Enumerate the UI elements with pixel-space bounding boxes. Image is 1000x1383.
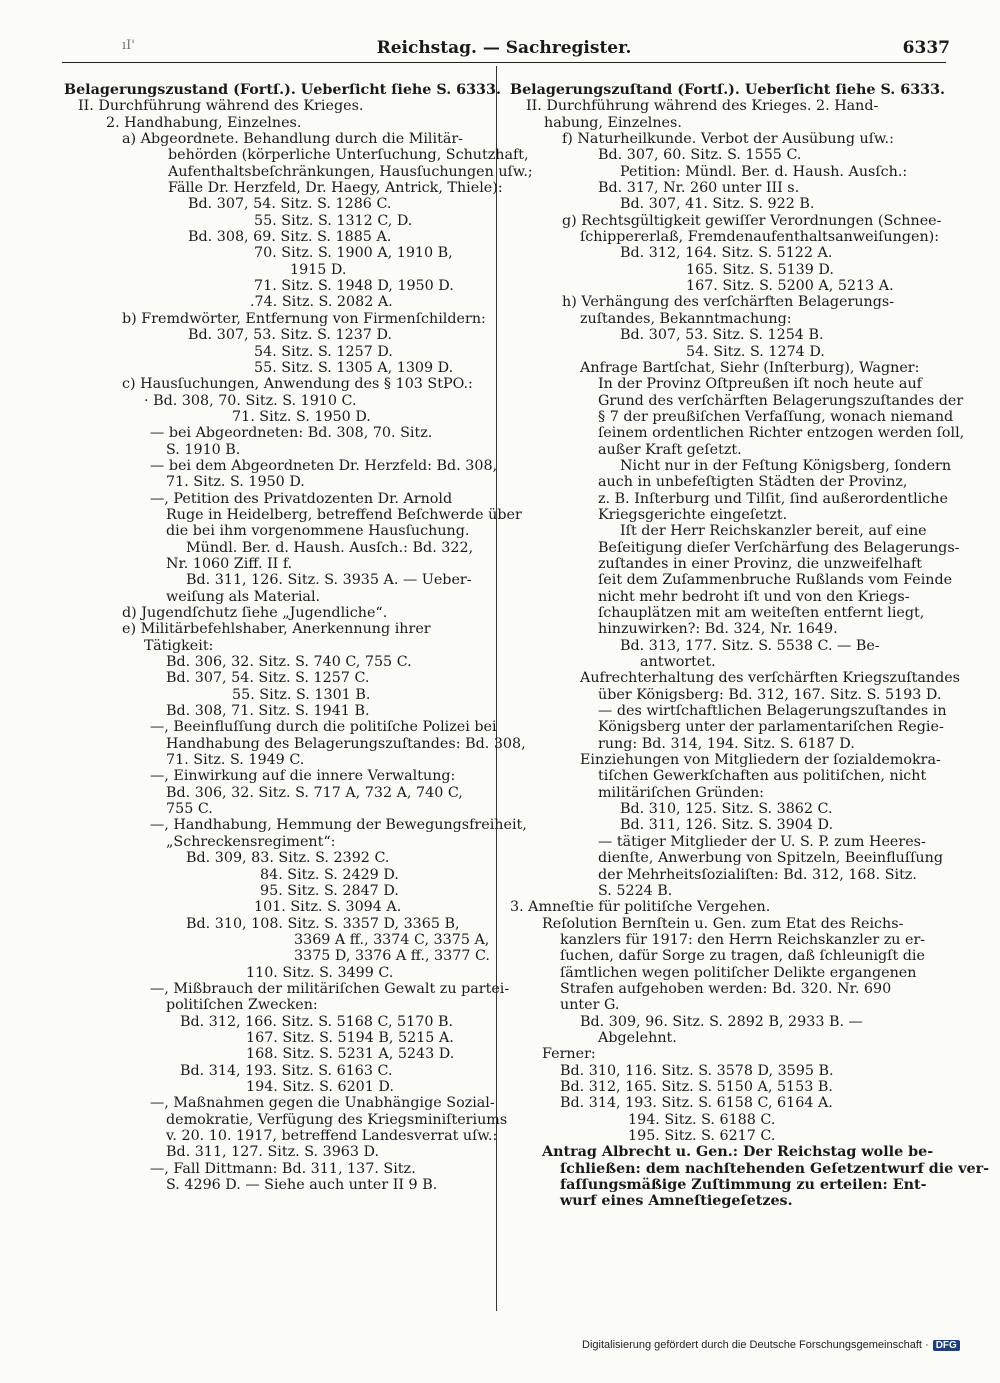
index-line: Bd. 308, 71. Sitz. S. 1941 B. bbox=[166, 703, 370, 720]
index-line: 95. Sitz. S. 2847 D. bbox=[260, 882, 399, 899]
index-line: Bd. 309, 96. Sitz. S. 2892 B, 2933 B. — bbox=[580, 1013, 863, 1030]
index-line: 167. Sitz. S. 5194 B, 5215 A. bbox=[246, 1029, 454, 1046]
index-line: v. 20. 10. 1917, betreffend Landesverrat uſw.: bbox=[166, 1128, 498, 1144]
index-line: II. Durchführung während des Krieges. bbox=[78, 98, 364, 115]
index-line: rung: Bd. 314, 194. Sitz. S. 6187 D. bbox=[598, 735, 855, 752]
index-line: Belagerungszuſtand (Fortſ.). Ueberſicht ſiehe S. 6333. bbox=[510, 82, 946, 98]
index-line: Bd. 311, 126. Sitz. S. 3904 D. bbox=[620, 817, 834, 834]
index-line: 755 C. bbox=[166, 801, 213, 818]
index-line: 101. Sitz. S. 3094 A. bbox=[254, 899, 402, 916]
index-line: Bd. 307, 41. Sitz. S. 922 B. bbox=[620, 196, 815, 213]
index-line: Bd. 307, 54. Sitz. S. 1257 C. bbox=[166, 670, 370, 687]
index-line: 55. Sitz. S. 1312 C, D. bbox=[254, 212, 413, 229]
index-line: Bd. 314, 193. Sitz. S. 6163 C. bbox=[180, 1062, 393, 1079]
running-title: Reichstag. — Sachregister. bbox=[376, 38, 632, 58]
index-line: Bd. 311, 127. Sitz. S. 3963 D. bbox=[166, 1144, 380, 1161]
index-line: —, Fall Dittmann: Bd. 311, 137. Sitz. bbox=[150, 1160, 416, 1177]
index-line: Bd. 307, 54. Sitz. S. 1286 C. bbox=[188, 196, 392, 213]
index-line: 55. Sitz. S. 1305 A, 1309 D. bbox=[254, 359, 454, 376]
index-line: —, Handhabung, Hemmung der Bewegungsfreiheit, bbox=[150, 817, 527, 834]
index-line: Bd. 306, 32. Sitz. S. 740 C, 755 C. bbox=[166, 654, 412, 671]
index-line: außer Kraft geſetzt. bbox=[598, 441, 742, 458]
index-line: — bei Abgeordneten: Bd. 308, 70. Sitz. bbox=[150, 425, 433, 442]
index-line: g) Rechtsgültigkeit gewiſſer Verordnungen (Schnee- bbox=[562, 212, 942, 229]
index-line: demokratie, Verfügung des Kriegsminiſteriums bbox=[166, 1111, 508, 1128]
index-line: habung, Einzelnes. bbox=[544, 114, 682, 131]
index-line: 2. Handhabung, Einzelnes. bbox=[106, 114, 302, 131]
index-line: 3. Amneſtie für politiſche Vergehen. bbox=[510, 899, 771, 916]
dfg-logo: DFG bbox=[933, 1340, 960, 1351]
index-line: 71. Sitz. S. 1948 D, 1950 D. bbox=[254, 278, 454, 295]
index-line: 194. Sitz. S. 6188 C. bbox=[628, 1111, 776, 1128]
index-line: Bd. 317, Nr. 260 unter III s. bbox=[598, 180, 800, 197]
index-line: politiſchen Zwecken: bbox=[166, 997, 318, 1014]
index-line: 54. Sitz. S. 1274 D. bbox=[686, 343, 825, 360]
index-line: 84. Sitz. S. 2429 D. bbox=[260, 866, 399, 883]
header-rule bbox=[62, 62, 946, 63]
index-line: Nr. 1060 Ziff. II f. bbox=[166, 555, 293, 572]
index-line: 194. Sitz. S. 6201 D. bbox=[246, 1078, 394, 1095]
index-line: Bd. 308, 69. Sitz. S. 1885 A. bbox=[188, 229, 392, 246]
index-line: nicht mehr bedroht iſt und von den Kriegs- bbox=[598, 588, 910, 605]
index-line: militäriſchen Gründen: bbox=[598, 784, 764, 801]
index-line: ſeinem ordentlichen Richter entzogen werden ſoll, bbox=[598, 425, 965, 442]
index-line: S. 1910 B. bbox=[166, 441, 241, 458]
margin-mark: ıI' bbox=[122, 38, 135, 53]
left-column bbox=[64, 82, 533, 1194]
index-line: Königsberg unter der parlamentariſchen Regie- bbox=[598, 719, 944, 736]
index-line: ſeit dem Zuſammenbruche Rußlands vom Feinde bbox=[598, 572, 953, 589]
index-line: kanzlers für 1917: den Herrn Reichskanzler zu er- bbox=[560, 931, 926, 948]
index-line: Aufrechterhaltung des verſchärften Kriegszuſtandes bbox=[580, 670, 961, 687]
index-line: 3375 D, 3376 A ff., 3377 C. bbox=[294, 948, 490, 965]
index-line: Bd. 314, 193. Sitz. S. 6158 C, 6164 A. bbox=[560, 1095, 833, 1112]
index-line: Bd. 310, 125. Sitz. S. 3862 C. bbox=[620, 801, 833, 818]
index-line: wurf eines Amneſtiegeſetzes. bbox=[560, 1193, 793, 1210]
index-line: · Bd. 308, 70. Sitz. S. 1910 C. bbox=[144, 392, 357, 409]
index-line: ſchließen: dem nachſtehenden Geſetzentwurf die ver- bbox=[560, 1160, 990, 1177]
index-line: ſämtlichen wegen politiſcher Delikte ergangenen bbox=[560, 964, 917, 981]
index-line: Nicht nur in der Feſtung Königsberg, ſondern bbox=[620, 457, 952, 474]
index-line: 71. Sitz. S. 1950 D. bbox=[232, 408, 371, 425]
index-line: über Königsberg: Bd. 312, 167. Sitz. S. 5193 D. bbox=[598, 686, 942, 703]
index-line: — bei dem Abgeordneten Dr. Herzfeld: Bd. 308, bbox=[150, 457, 498, 474]
index-line: 54. Sitz. S. 1257 D. bbox=[254, 343, 393, 360]
index-line: 3369 A ff., 3374 C, 3375 A, bbox=[294, 931, 490, 948]
index-line: 55. Sitz. S. 1301 B. bbox=[232, 686, 371, 703]
index-line: die bei ihm vorgenommene Hausſuchung. bbox=[166, 523, 470, 540]
index-line: —, Einwirkung auf die innere Verwaltung: bbox=[150, 768, 456, 785]
index-line: Iſt der Herr Reichskanzler bereit, auf eine bbox=[620, 523, 927, 540]
index-line: ſchippererlaß, Fremdenaufenthaltsanweiſungen): bbox=[580, 229, 940, 246]
index-line: c) Hausſuchungen, Anwendung des § 103 StPO.: bbox=[122, 376, 473, 393]
index-line: —, Beeinfluſſung durch die politiſche Polizei bei bbox=[150, 719, 497, 736]
index-line: Aufenthaltsbeſchränkungen, Hausſuchungen uſw.; bbox=[168, 163, 533, 180]
index-line: Ruge in Heidelberg, betreffend Beſchwerde über bbox=[166, 506, 522, 523]
index-line: antwortet. bbox=[640, 654, 716, 671]
index-line: unter G. bbox=[560, 997, 620, 1014]
index-line: 70. Sitz. S. 1900 A, 1910 B, bbox=[254, 245, 453, 262]
index-line: hinzuwirken?: Bd. 324, Nr. 1649. bbox=[598, 621, 838, 638]
index-line: 165. Sitz. S. 5139 D. bbox=[686, 261, 834, 278]
right-column bbox=[510, 82, 990, 1210]
index-line: „Schreckensregiment“: bbox=[166, 833, 336, 850]
index-line: Bd. 307, 53. Sitz. S. 1254 B. bbox=[620, 327, 824, 344]
index-line: Tätigkeit: bbox=[144, 637, 214, 654]
footer bbox=[582, 1339, 960, 1351]
index-line: —, Mißbrauch der militäriſchen Gewalt zu partei- bbox=[150, 980, 510, 997]
index-line: b) Fremdwörter, Entfernung von Firmenſchildern: bbox=[122, 310, 486, 327]
index-line: 71. Sitz. S. 1950 D. bbox=[166, 474, 305, 491]
page-number: 6337 bbox=[902, 38, 950, 58]
index-line: f) Naturheilkunde. Verbot der Ausübung uſw.: bbox=[562, 131, 894, 148]
index-line: 1915 D. bbox=[290, 261, 347, 278]
index-line: Beſeitigung dieſer Verſchärfung des Belagerungs- bbox=[598, 539, 960, 556]
index-line: weiſung als Material. bbox=[166, 588, 321, 605]
index-line: Fälle Dr. Herzfeld, Dr. Haegy, Antrick, Thiele): bbox=[168, 180, 503, 197]
index-line: faſſungsmäßige Zuſtimmung zu erteilen: Ent- bbox=[560, 1177, 927, 1194]
index-line: Bd. 312, 166. Sitz. S. 5168 C, 5170 B. bbox=[180, 1013, 454, 1030]
index-line: h) Verhängung des verſchärften Belagerungs- bbox=[562, 294, 895, 311]
index-line: Antrag Albrecht u. Gen.: Der Reichstag wolle be- bbox=[542, 1144, 934, 1161]
index-line: Grund des verſchärften Belagerungszuſtandes der bbox=[598, 392, 964, 409]
index-line: Kriegsgerichte eingeſetzt. bbox=[598, 506, 788, 523]
index-line: ſchauplätzen mit am weiteſten entfernt liegt, bbox=[598, 605, 925, 621]
index-line: Mündl. Ber. d. Haush. Ausſch.: Bd. 322, bbox=[186, 539, 474, 556]
index-line: 110. Sitz. S. 3499 C. bbox=[246, 964, 394, 981]
index-line: Bd. 307, 60. Sitz. S. 1555 C. bbox=[598, 147, 802, 164]
index-line: Bd. 313, 177. Sitz. S. 5538 C. — Be- bbox=[620, 637, 880, 654]
index-line: auch in unbefeſtigten Städten der Provinz, bbox=[598, 474, 908, 491]
index-line: a) Abgeordnete. Behandlung durch die Militär- bbox=[122, 131, 464, 148]
index-line: Bd. 311, 126. Sitz. S. 3935 A. — Ueber- bbox=[186, 572, 472, 589]
index-line: Anfrage Bartſchat, Siehr (Inſterburg), Wagner: bbox=[580, 359, 920, 376]
index-line: dienſte, Anwerbung von Spitzeln, Beeinfluſſung bbox=[598, 850, 943, 867]
index-line: Bd. 307, 53. Sitz. S. 1237 D. bbox=[188, 327, 392, 344]
index-line: Abgelehnt. bbox=[598, 1029, 677, 1046]
index-line: Strafen aufgehoben werden: Bd. 320. Nr. 690 bbox=[560, 980, 892, 997]
index-line: zuſtandes, Bekanntmachung: bbox=[580, 310, 792, 327]
index-line: .74. Sitz. S. 2082 A. bbox=[250, 294, 393, 311]
footer-text: Digitalisierung gefördert durch die Deutsche Forschungsgemeinschaft · bbox=[582, 1339, 929, 1351]
index-line: —, Maßnahmen gegen die Unabhängige Sozial- bbox=[150, 1095, 495, 1112]
index-line: Bd. 312, 164. Sitz. S. 5122 A. bbox=[620, 245, 833, 262]
index-line: 167. Sitz. S. 5200 A, 5213 A. bbox=[686, 278, 894, 295]
index-line: Bd. 306, 32. Sitz. S. 717 A, 732 A, 740 C, bbox=[166, 784, 463, 801]
index-line: 71. Sitz. S. 1949 C. bbox=[166, 752, 305, 769]
index-line: Einziehungen von Mitgliedern der ſozialdemokra- bbox=[580, 752, 941, 769]
index-line: behörden (körperliche Unterſuchung, Schutzhaft, bbox=[168, 147, 529, 164]
index-line: In der Provinz Oſtpreußen iſt noch heute auf bbox=[598, 376, 922, 393]
index-line: zuſtandes in einer Provinz, die unzweifelhaft bbox=[598, 555, 922, 572]
index-line: § 7 der preußiſchen Verfaſſung, wonach niemand bbox=[598, 408, 954, 425]
index-line: e) Militärbefehlshaber, Anerkennung ihrer bbox=[122, 621, 431, 638]
index-line: Bd. 312, 165. Sitz. S. 5150 A, 5153 B. bbox=[560, 1078, 833, 1095]
index-line: S. 4296 D. — Siehe auch unter II 9 B. bbox=[166, 1177, 438, 1194]
index-line: Petition: Mündl. Ber. d. Haush. Ausſch.: bbox=[620, 163, 908, 180]
index-line: Bd. 310, 108. Sitz. S. 3357 D, 3365 B, bbox=[186, 915, 460, 932]
index-line: II. Durchführung während des Krieges. 2. Hand- bbox=[526, 98, 879, 115]
index-line: 168. Sitz. S. 5231 A, 5243 D. bbox=[246, 1046, 455, 1063]
index-line: 195. Sitz. S. 6217 C. bbox=[628, 1128, 776, 1144]
page-header bbox=[64, 38, 950, 68]
index-line: — tätiger Mitglieder der U. S. P. zum Heeres- bbox=[598, 833, 926, 850]
index-line: Bd. 310, 116. Sitz. S. 3578 D, 3595 B. bbox=[560, 1062, 834, 1079]
index-line: S. 5224 B. bbox=[598, 882, 673, 899]
index-line: — des wirtſchaftlichen Belagerungszuſtandes in bbox=[598, 703, 947, 720]
index-line: der Mehrheitsſozialiſten: Bd. 312, 168. Sitz. bbox=[598, 866, 917, 883]
index-line: Bd. 309, 83. Sitz. S. 2392 C. bbox=[186, 850, 390, 867]
index-line: z. B. Inſterburg und Tilſit, ſind außerordentliche bbox=[598, 490, 948, 507]
index-line: Handhabung des Belagerungszuſtandes: Bd. 308, bbox=[166, 735, 526, 752]
index-line: tiſchen Gewerkſchaften aus politiſchen, nicht bbox=[598, 768, 927, 785]
index-line: d) Jugendſchutz ſiehe „Jugendliche“. bbox=[122, 605, 388, 621]
index-line: —, Petition des Privatdozenten Dr. Arnold bbox=[150, 490, 453, 507]
index-line: ſuchen, dafür Sorge zu tragen, daß ſchleunigſt die bbox=[560, 948, 925, 965]
index-line: Reſolution Bernſtein u. Gen. zum Etat des Reichs- bbox=[542, 915, 904, 932]
index-line: Ferner: bbox=[542, 1046, 596, 1063]
index-line: Belagerungszustand (Fortſ.). Ueberſicht ſiehe S. 6333. bbox=[64, 82, 501, 98]
